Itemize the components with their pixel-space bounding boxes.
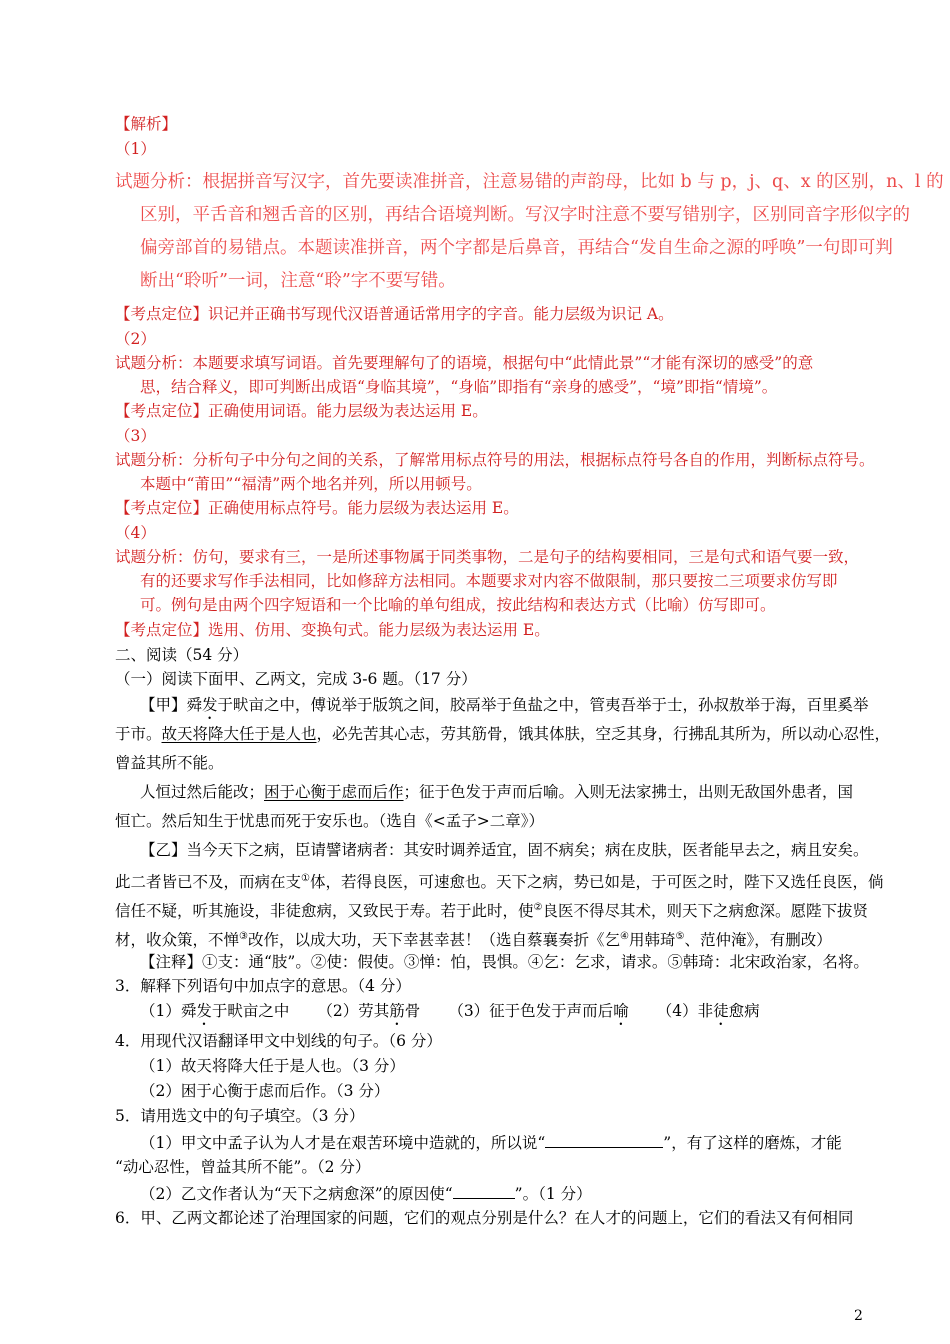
q4-analysis-line: 有的还要求写作手法相同，比如修辞方法相同。本题要求对内容不做限制，那只要按二三项要求仿写即 [140, 572, 838, 590]
q2-analysis-line: 思，结合释义，即可判断出成语“身临其境”，“身临”即指有“亲身的感受”，“境”即指“情境”。 [140, 378, 778, 396]
question-4-sub: （1）故天将降大任于是人也。（3 分） [140, 1057, 405, 1075]
q2-number: （2） [115, 330, 156, 348]
passage-yi-line: 此二者皆已不及，而病在支①体，若得良医，可速愈也。天下之病，势已如是，于可医之时，陛下又选任良医，倘 [115, 873, 884, 892]
passage-yi-line: 信任不疑，听其施设，非徒愈病，又致民于寿。若于此时，使②良医不得尽其术，则天下之病愈深。愿陛下拔贤 [115, 902, 868, 921]
question-4-sub: （2）困于心衡于虑而后作。（3 分） [140, 1082, 390, 1100]
q1-test-point: 【考点定位】识记并正确书写现代汉语普通话常用字的字音。能力层级为识记 A。 [115, 305, 674, 323]
dotted-char: 筋 [389, 1002, 405, 1020]
dotted-char: 发 [202, 696, 218, 714]
q2-test-point: 【考点定位】正确使用词语。能力层级为表达运用 E。 [115, 402, 488, 420]
q3-item: （2）劳其筋骨 [317, 1002, 421, 1020]
q3-item: （1）舜发于畎亩之中 [140, 1002, 290, 1020]
analysis-heading: 【解析】 [115, 115, 178, 133]
q1-number: （1） [115, 140, 156, 158]
dotted-char: 发 [196, 1002, 212, 1020]
section-title: 二、阅读（54 分） [115, 646, 249, 664]
annotation-note: 【注释】①支：通“肢”。②使：假使。③惮：怕，畏惧。④乞：乞求，请求。⑤韩琦：北宋政治家，名将。 [140, 953, 869, 971]
page-number: 2 [854, 1308, 863, 1324]
q3-item: （3）征于色发于声而后喻 [448, 1002, 629, 1020]
question-6-stem: 6．甲、乙两文都论述了治理国家的问题，它们的观点分别是什么？在人才的问题上，它们的看法又有何相同 [115, 1209, 854, 1227]
question-5-sub: （2）乙文作者认为“天下之病愈深”的原因使“ ”。（1 分） [140, 1185, 592, 1203]
passage-jia-line: 恒亡。然后知生于忧患而死于安乐也。（选自《<孟子>二章》） [115, 812, 544, 830]
passage-jia-line: 于市。故天将降大任于是人也，必先苦其心志，劳其筋骨，饿其体肤，空乏其身，行拂乱其所为，所以动心忍性， [115, 725, 891, 743]
answer-blank[interactable] [545, 1132, 663, 1148]
q4-analysis-line: 试题分析：仿句，要求有三，一是所述事物属于同类事物，二是句子的结构要相同，三是句式和语气要一致， [115, 548, 860, 566]
q4-test-point: 【考点定位】选用、仿用、变换句式。能力层级为表达运用 E。 [115, 621, 550, 639]
passage-jia-line: 人恒过然后能改；困于心衡于虑而后作；征于色发于声而后喻。入则无法家拂士，出则无敌国外患者，国 [140, 783, 854, 801]
q2-analysis-line: 试题分析：本题要求填写词语。首先要理解句了的语境，根据句中“此情此景”“才能有深切的感受”的意 [115, 354, 814, 372]
answer-blank[interactable] [453, 1183, 515, 1199]
q3-test-point: 【考点定位】正确使用标点符号。能力层级为表达运用 E。 [115, 499, 519, 517]
passage-yi-line: 材，收众策，不惮③改作，以成大功，天下幸甚幸甚！（选自蔡襄奏折《乞④用韩琦⑤、范仲淹》，有删改） [115, 931, 832, 950]
q1-analysis-line: 偏旁部首的易错点。本题读准拼音，两个字都是后鼻音，再结合“发自生命之源的呼唤”一句即可判 [140, 238, 893, 258]
sub-title: （一）阅读下面甲、乙两文，完成 3-6 题。（17 分） [115, 670, 477, 688]
dotted-char: 喻 [613, 1002, 629, 1020]
q1-analysis-line: 试题分析：根据拼音写汉字，首先要读准拼音，注意易错的声韵母，比如 b 与 p，j、q、x 的区别，n、l 的 [115, 172, 944, 192]
question-5-sub: （1）甲文中孟子认为人才是在艰苦环境中造就的，所以说“ ”，有了这样的磨炼，才能 [140, 1134, 842, 1152]
q3-analysis-line: 本题中“莆田”“福清”两个地名并列，所以用顿号。 [140, 475, 482, 493]
q3-analysis-line: 试题分析：分析句子中分句之间的关系，了解常用标点符号的用法，根据标点符号各自的作用，判断标点符号。 [115, 451, 875, 469]
underlined-sentence: 困于心衡于虑而后作 [264, 783, 404, 801]
passage-yi-line: 【乙】当今天下之病，臣请譬诸病者：其安时调养适宜，固不病矣；病在皮肤，医者能早去之，病且安矣。 [140, 841, 869, 859]
q3-item: （4）非徒愈病 [656, 1002, 760, 1020]
dotted-char: 徒 [713, 1002, 729, 1020]
question-5-stem: 5．请用选文中的句子填空。（3 分） [115, 1107, 365, 1125]
q4-analysis-line: 可。例句是由两个四字短语和一个比喻的单句组成，按此结构和表达方式（比喻）仿写即可。 [140, 596, 776, 614]
q3-number: （3） [115, 427, 156, 445]
q4-number: （4） [115, 524, 156, 542]
passage-jia-line: 【甲】舜发于畎亩之中，傅说举于版筑之间，胶鬲举于鱼盐之中，管夷吾举于士，孙叔敖举于海，百里奚举 [140, 696, 869, 714]
question-4-stem: 4．用现代汉语翻译甲文中划线的句子。（6 分） [115, 1032, 442, 1050]
q1-analysis-line: 断出“聆听”一词，注意“聆”字不要写错。 [140, 271, 456, 291]
question-5-sub-cont: “动心忍性，曾益其所不能”。（2 分） [115, 1158, 371, 1176]
question-3-items [140, 1001, 760, 1029]
q1-analysis-line: 区别，平舌音和翘舌音的区别，再结合语境判断。写汉字时注意不要写错别字，区别同音字形似字的 [140, 205, 910, 225]
question-3-stem: 3．解释下列语句中加点字的意思。（4 分） [115, 977, 411, 995]
passage-jia-line: 曾益其所不能。 [115, 754, 224, 772]
underlined-sentence: 故天将降大任于是人也 [161, 725, 317, 743]
